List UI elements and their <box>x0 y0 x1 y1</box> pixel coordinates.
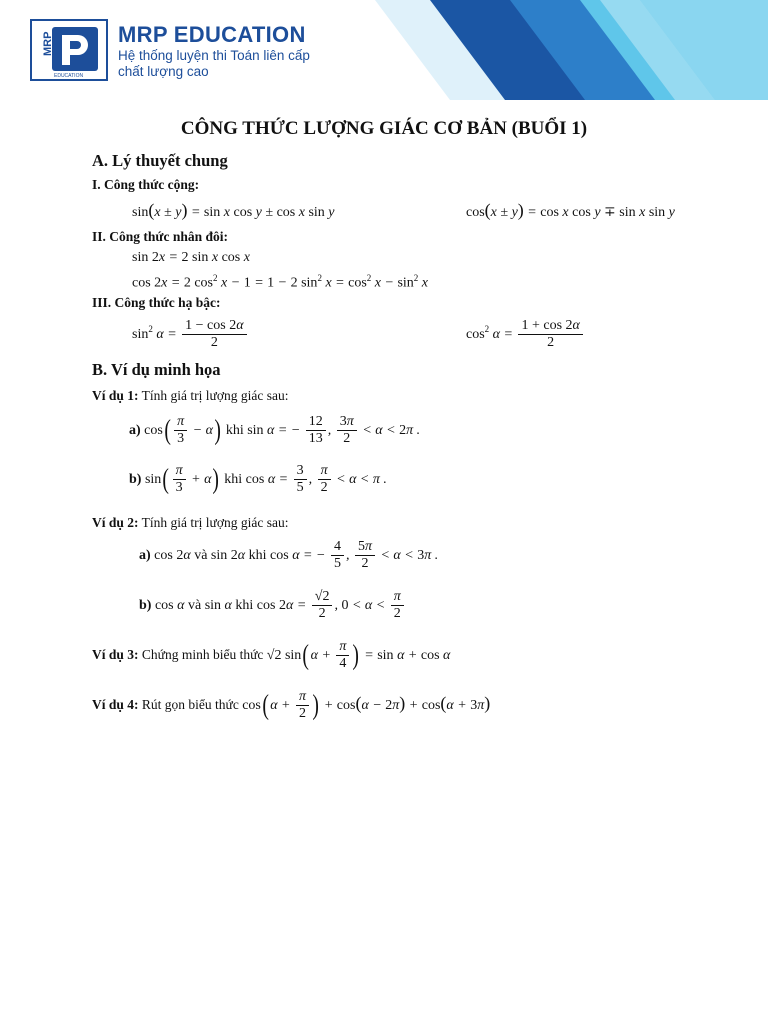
svg-text:EDUCATION: EDUCATION <box>54 73 84 79</box>
sub-heading-addition: I. Công thức cộng: <box>92 177 200 192</box>
page-title: CÔNG THỨC LƯỢNG GIÁC CƠ BẢN (BUỔI 1) <box>180 118 588 139</box>
va-word: và <box>194 547 208 563</box>
formula-sin-sum: sin(x ± y) = sin x cos y ± cos x sin y <box>132 200 335 220</box>
sub-heading-power-reduction: III. Công thức hạ bậc: <box>92 295 221 310</box>
example-1 <box>92 388 288 404</box>
formula-cos-sum: cos(x ± y) = cos x cos y ∓ sin x sin y <box>466 200 675 220</box>
khi-word: khi <box>225 422 244 438</box>
example-2a: a) cos 2α và sin 2α khi cos α = − $\frac{4}{5}$ , $\frac{5\pi}{2}$ < α < 3π . <box>139 539 439 572</box>
example-1-text: Tính giá trị lượng giác sau: <box>141 388 289 403</box>
sub-heading-double-angle: II. Công thức nhân đôi: <box>92 229 229 244</box>
example-4: Ví dụ 4: Rút gọn biểu thức cos(α + $\frac{\pi}{2}$ ) + cos(α − 2π) + cos(α + 3π) <box>92 689 491 722</box>
khi-word: khi <box>224 471 243 487</box>
example-2-text: Tính giá trị lượng giác sau: <box>141 515 289 530</box>
example-3: Ví dụ 3: Chứng minh biểu thức √2 sin(α + $\frac{\pi}{4}$ ) = sin α + cos α <box>92 639 451 672</box>
formula-cos-double: cos 2x = 2 $\cos^2 x - 1 = 1 - 2$ $\sin^2 x = \cos^2 x - \sin^2 x$ <box>132 273 429 291</box>
section-b-heading: B. Ví dụ minh họa <box>92 360 221 379</box>
header-stripes <box>0 0 768 105</box>
example-1-label: Ví dụ 1: <box>92 388 139 403</box>
section-a-heading: A. Lý thuyết chung <box>92 151 228 170</box>
va-word: và <box>187 597 202 613</box>
formula-sin-squared: $\sin^2 \alpha$ = $\frac{1 - \cos 2\alpha}{2}$ <box>132 318 249 351</box>
part-b-label: b) <box>139 597 152 613</box>
logo <box>30 19 108 81</box>
svg-text:MRP: MRP <box>42 31 54 56</box>
part-a-label: a) <box>129 422 141 438</box>
khi-word: khi <box>235 597 254 613</box>
part-a-label: a) <box>139 547 151 563</box>
example-2-label: Ví dụ 2: <box>92 515 139 530</box>
example-3-text: Chứng minh biểu thức <box>141 646 264 662</box>
part-b-label: b) <box>129 471 142 487</box>
example-1a: a) cos( $\frac{\pi}{3}$ − α) khi sin α = − $\frac{12}{13}$ , $\frac{3\pi}{2}$ < α < 2π . <box>129 414 421 447</box>
tagline-line2: chất lượng cao <box>118 64 209 79</box>
logo-mark-icon <box>32 21 106 79</box>
tagline-line1: Hệ thống luyện thi Toán liên cấp <box>118 48 310 63</box>
example-2b: b) cos α và sin α khi cos 2α = $\frac{√2}{2}$ , 0 < α < $\frac{\pi}{2}$ <box>139 589 406 622</box>
formula-sin-double: sin 2x = 2 sin x cos x <box>132 250 250 265</box>
formula-cos-squared: $\cos^2 \alpha$ = $\frac{1 + \cos 2\alpha}{2}$ <box>466 318 585 351</box>
example-1b: b) sin( $\frac{\pi}{3}$ + α) khi cos α = $\frac{3}{5}$ , $\frac{\pi}{2}$ < α < π . <box>129 463 387 496</box>
khi-word: khi <box>248 547 267 563</box>
example-2 <box>92 515 288 531</box>
example-4-label: Ví dụ 4: <box>92 696 139 712</box>
brand-name: MRP EDUCATION <box>118 22 306 47</box>
example-3-label: Ví dụ 3: <box>92 646 139 662</box>
example-4-text: Rút gọn biểu thức <box>141 696 239 712</box>
